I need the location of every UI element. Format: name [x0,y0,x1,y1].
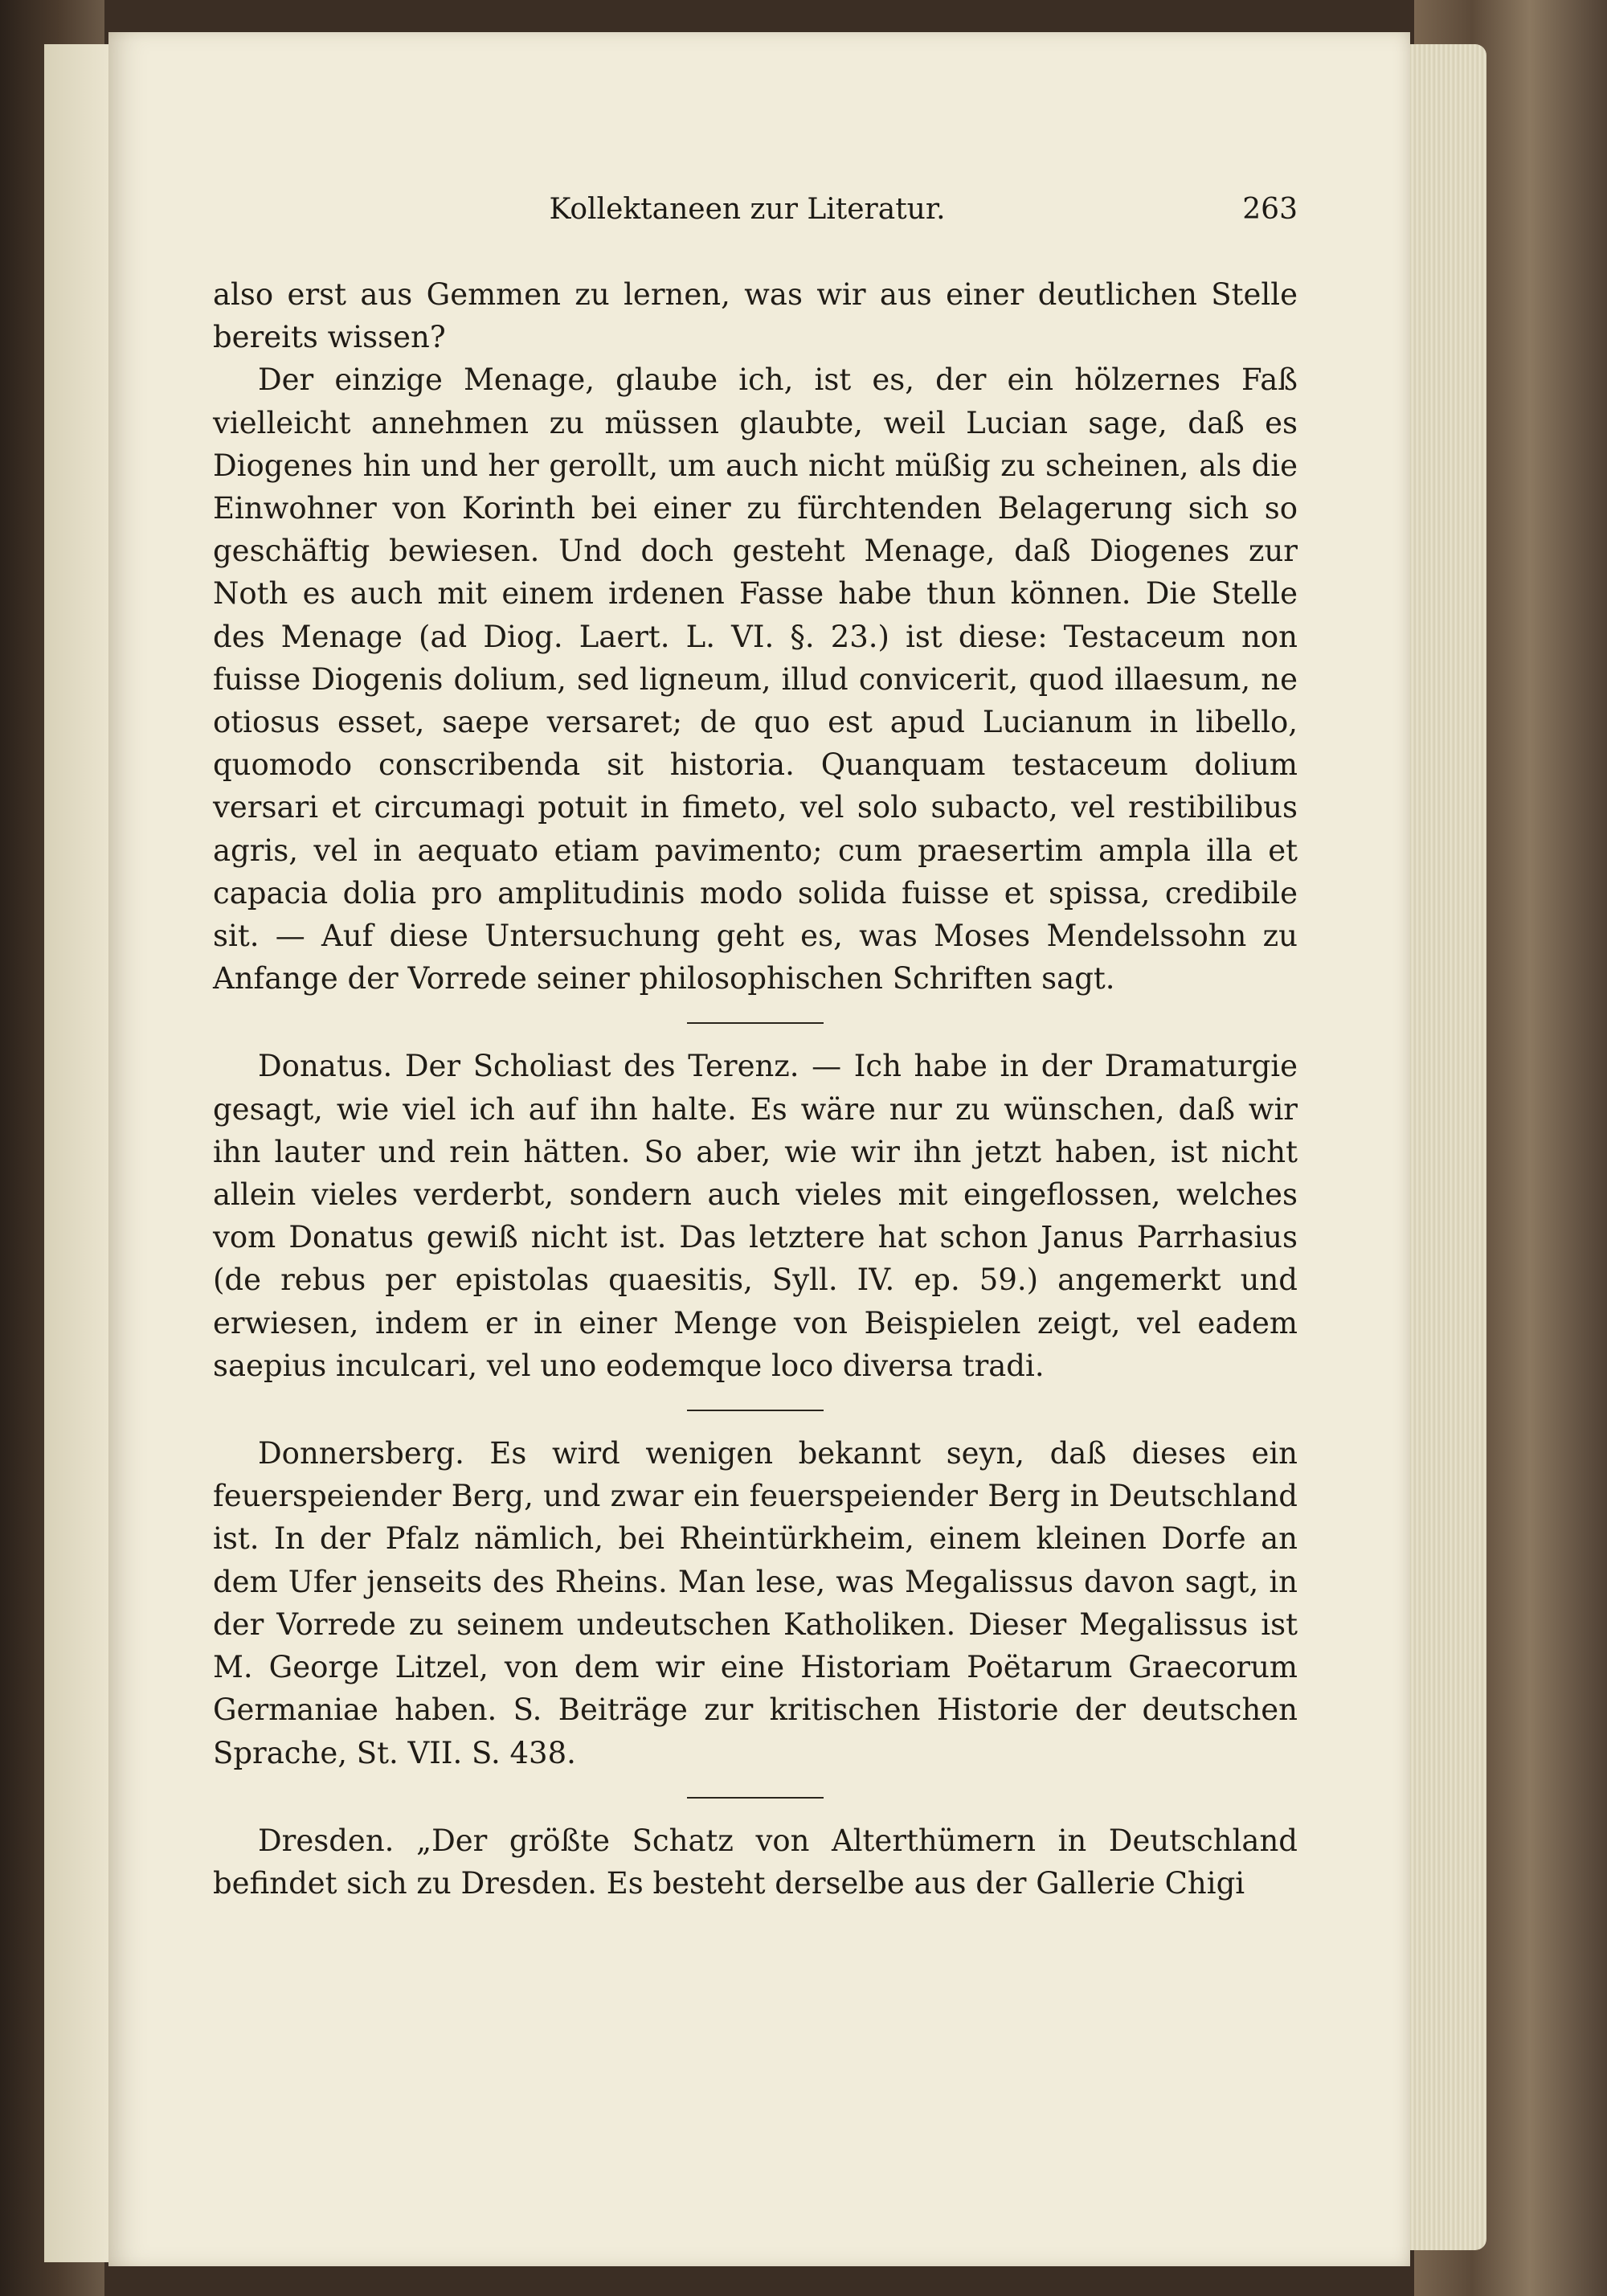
section-divider [687,1797,824,1799]
body-text [213,273,1298,1905]
section-divider [687,1022,824,1024]
page-header [197,193,1298,249]
entry-donatus: Donatus. Der Scholiast des Terenz. — Ich habe in der Dramaturgie gesagt, wie viel ich auf ihn halte. Es wäre nur zu wünschen, daß wir ihn lauter und rein hätten. So aber, wie wir ihn jetzt haben, ist nicht allein vieles verderbt, sondern auch vieles mit eingeflossen, welches vom Donatus gewiß nicht ist. Das letztere hat schon Janus Parrhasius (de rebus per epistolas quaesitis, Syll. IV. ep. 59.) angemerkt und erwiesen, indem er in einer Menge von Beispielen zeigt, vel eadem saepius inculcari, vel uno eodemque loco diversa tradi. [213,1049,1298,1383]
paragraph-menage: Der einzige Menage, glaube ich, ist es, der ein hölzernes Faß vielleicht annehmen zu müssen glaubte, weil Lucian sage, daß es Diogenes hin und her gerollt, um auch nicht müßig zu scheinen, als die Einwohner von Korinth bei einer zu fürchtenden Belagerung sich so geschäftig bewiesen. Und doch gesteht Menage, daß Diogenes zur Noth es auch mit einem irdenen Fasse habe thun können. Die Stelle des Menage (ad Diog. Laert. L. VI. §. 23.) ist diese: Testaceum non fuisse Diogenis dolium, sed ligneum, illud convicerit, quod illaesum, ne otiosus esset, saepe versaret; de quo est apud Lucianum in libello, quomodo conscribenda sit historia. Quanquam testaceum dolium versari et circumagi potuit in fimeto, vel solo subacto, vel restibilibus agris, vel in aequato etiam pavimento; cum praesertim ampla illa et capacia dolia pro amplitudinis modo solida fuisse et spissa, credibile sit. — Auf diese Untersuchung geht es, was Moses Mendelssohn zu Anfange der Vorrede seiner philosophischen Schriften sagt. [213,362,1298,997]
book-page [108,32,1410,2266]
page-number: 263 [1242,193,1298,226]
page-block-edges [1398,44,1486,2250]
facing-page-edge [44,44,108,2262]
section-divider [687,1410,824,1411]
paragraph-continuation: also erst aus Gemmen zu lernen, was wir aus einer deutlichen Stelle bereits wissen? [213,277,1298,355]
running-title: Kollektaneen zur Literatur. [549,193,946,226]
entry-dresden: Dresden. „Der größte Schatz von Alterthümern in Deutschland befindet sich zu Dresden. Es besteht derselbe aus der Gallerie Chigi [213,1823,1298,1901]
entry-donnersberg: Donnersberg. Es wird wenigen bekannt seyn, daß dieses ein feuerspeiender Berg, und zwar ein feuerspeiender Berg in Deutschland ist. In der Pfalz nämlich, bei Rheintürkheim, einem kleinen Dorfe an dem Ufer jenseits des Rheins. Man lese, was Megalissus davon sagt, in der Vorrede zu seinem undeutschen Katholiken. Dieser Megalissus ist M. George Litzel, von dem wir eine Historiam Poëtarum Graecorum Germaniae haben. S. Beiträge zur kritischen Historie der deutschen Sprache, St. VII. S. 438. [213,1436,1298,1770]
